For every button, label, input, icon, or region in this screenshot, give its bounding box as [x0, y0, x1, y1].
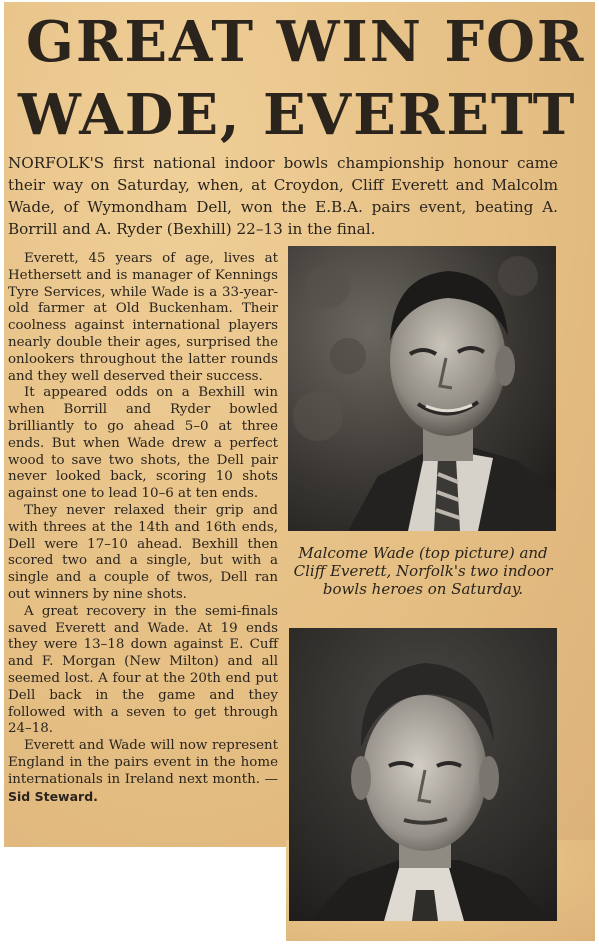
article-paragraph	[8, 738, 278, 806]
article-body	[8, 251, 278, 806]
article-paragraph: A great recovery in the semi-finals saved Everett and Wade. At 19 ends they were 13–18 down against E. Cuff and F. Morgan (New Milton) and all seemed lost. A four at the 20th end put Dell back in the game and they followed with a seven to get through 24–18.	[8, 603, 278, 737]
photo-bottom-portrait	[289, 628, 557, 921]
byline: Sid Steward.	[8, 788, 98, 804]
headline-line-2: WADE, EVERETT	[18, 82, 577, 148]
lede-paragraph: NORFOLK'S first national indoor bowls championship honour came their way on Saturday, when, at Croydon, Cliff Everett and Malcolm Wade, of Wymondham Dell, won the E.B.A. pairs event, beating A. Borrill and A. Ryder (Bexhill) 22–13 in the final.	[8, 154, 558, 238]
headline-line-1: GREAT WIN FOR	[26, 9, 586, 75]
article-paragraph: It appeared odds on a Bexhill win when Borrill and Ryder bowled brilliantly to go ahead 5–0 at three ends. But when Wade drew a perfect wood to save two shots, the Dell pair never looked back, scoring 10 shots against one to lead 10–6 at ten ends.	[8, 385, 278, 502]
article-paragraph: Everett, 45 years of age, lives at Hethersett and is manager of Kennings Tyre Services, while Wade is a 33-year-old farmer at Old Buckenham. Their coolness against international players nearly double their ages, surprised the onlookers throughout the latter rounds and they well deserved their success.	[8, 251, 278, 384]
headline	[18, 6, 588, 152]
portrait-man-serious-image	[289, 628, 557, 921]
photo-top-portrait	[288, 246, 556, 531]
portrait-man-smiling-image	[288, 246, 556, 531]
article-paragraph: They never relaxed their grip and with threes at the 14th and 16th ends, Dell were 17–10 ahead. Bexhill then scored two and a single, but with a single and a couple of twos, Dell ran out winners by nine shots.	[8, 502, 278, 602]
closing-text: Everett and Wade will now represent England in the pairs event in the home internationals in Ireland next month. —	[8, 738, 278, 787]
photo-caption: Malcome Wade (top picture) and Cliff Everett, Norfolk's two indoor bowls heroes on Saturday.	[293, 544, 553, 598]
